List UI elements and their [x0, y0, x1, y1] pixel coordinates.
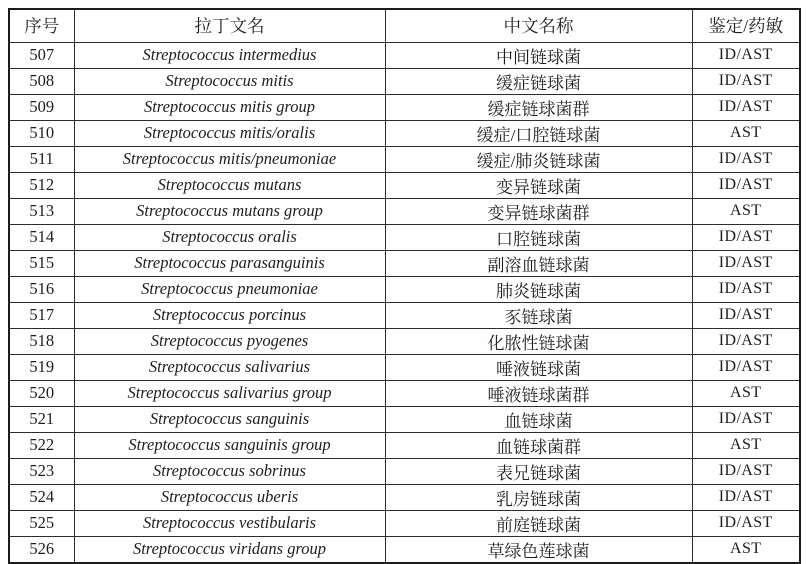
- cell-id-ast: ID/AST: [692, 94, 800, 120]
- cell-latin-name: Streptococcus sanguinis: [74, 406, 385, 432]
- cell-latin-name: Streptococcus mitis: [74, 68, 385, 94]
- cell-chinese-name: 口腔链球菌: [385, 224, 692, 250]
- cell-id-ast: ID/AST: [692, 42, 800, 68]
- cell-serial-number: 523: [9, 458, 74, 484]
- table-row: [9, 198, 800, 224]
- cell-serial-number: 508: [9, 68, 74, 94]
- cell-id-ast: ID/AST: [692, 250, 800, 276]
- cell-serial-number: 518: [9, 328, 74, 354]
- cell-serial-number: 526: [9, 536, 74, 563]
- table-row: [9, 68, 800, 94]
- table-row: [9, 302, 800, 328]
- cell-chinese-name: 变异链球菌群: [385, 198, 692, 224]
- cell-serial-number: 524: [9, 484, 74, 510]
- cell-id-ast: ID/AST: [692, 302, 800, 328]
- cell-latin-name: Streptococcus mutans group: [74, 198, 385, 224]
- table-row: [9, 42, 800, 68]
- cell-serial-number: 520: [9, 380, 74, 406]
- cell-id-ast: ID/AST: [692, 484, 800, 510]
- cell-id-ast: ID/AST: [692, 406, 800, 432]
- cell-id-ast: AST: [692, 536, 800, 563]
- cell-id-ast: ID/AST: [692, 328, 800, 354]
- cell-latin-name: Streptococcus intermedius: [74, 42, 385, 68]
- cell-serial-number: 519: [9, 354, 74, 380]
- cell-latin-name: Streptococcus sobrinus: [74, 458, 385, 484]
- cell-latin-name: Streptococcus salivarius group: [74, 380, 385, 406]
- table-row: [9, 146, 800, 172]
- cell-serial-number: 517: [9, 302, 74, 328]
- header-latin-name: 拉丁文名: [74, 9, 385, 42]
- cell-id-ast: ID/AST: [692, 458, 800, 484]
- table-row: [9, 94, 800, 120]
- cell-id-ast: ID/AST: [692, 146, 800, 172]
- table-row: [9, 250, 800, 276]
- cell-latin-name: Streptococcus mitis/oralis: [74, 120, 385, 146]
- organism-table: [8, 8, 801, 564]
- cell-id-ast: ID/AST: [692, 172, 800, 198]
- header-serial-number: 序号: [9, 9, 74, 42]
- cell-serial-number: 511: [9, 146, 74, 172]
- cell-id-ast: AST: [692, 120, 800, 146]
- cell-chinese-name: 缓症/口腔链球菌: [385, 120, 692, 146]
- table-row: [9, 120, 800, 146]
- table-body: [9, 42, 800, 563]
- table-row: [9, 432, 800, 458]
- cell-chinese-name: 乳房链球菌: [385, 484, 692, 510]
- table-row: [9, 510, 800, 536]
- table-row: [9, 224, 800, 250]
- cell-id-ast: ID/AST: [692, 354, 800, 380]
- cell-latin-name: Streptococcus sanguinis group: [74, 432, 385, 458]
- cell-serial-number: 510: [9, 120, 74, 146]
- cell-id-ast: ID/AST: [692, 68, 800, 94]
- cell-id-ast: ID/AST: [692, 510, 800, 536]
- cell-serial-number: 514: [9, 224, 74, 250]
- cell-latin-name: Streptococcus oralis: [74, 224, 385, 250]
- cell-chinese-name: 缓症链球菌: [385, 68, 692, 94]
- cell-chinese-name: 变异链球菌: [385, 172, 692, 198]
- cell-latin-name: Streptococcus mitis/pneumoniae: [74, 146, 385, 172]
- cell-serial-number: 516: [9, 276, 74, 302]
- cell-serial-number: 509: [9, 94, 74, 120]
- table-row: [9, 354, 800, 380]
- cell-latin-name: Streptococcus porcinus: [74, 302, 385, 328]
- cell-serial-number: 515: [9, 250, 74, 276]
- cell-latin-name: Streptococcus uberis: [74, 484, 385, 510]
- cell-chinese-name: 表兄链球菌: [385, 458, 692, 484]
- cell-latin-name: Streptococcus pyogenes: [74, 328, 385, 354]
- cell-latin-name: Streptococcus mitis group: [74, 94, 385, 120]
- header-id-ast: 鉴定/药敏: [692, 9, 800, 42]
- cell-latin-name: Streptococcus viridans group: [74, 536, 385, 563]
- cell-serial-number: 522: [9, 432, 74, 458]
- cell-latin-name: Streptococcus vestibularis: [74, 510, 385, 536]
- table-row: [9, 172, 800, 198]
- header-chinese-name: 中文名称: [385, 9, 692, 42]
- cell-chinese-name: 前庭链球菌: [385, 510, 692, 536]
- cell-latin-name: Streptococcus pneumoniae: [74, 276, 385, 302]
- cell-chinese-name: 草绿色莲球菌: [385, 536, 692, 563]
- cell-chinese-name: 血链球菌: [385, 406, 692, 432]
- table-row: [9, 406, 800, 432]
- table-row: [9, 458, 800, 484]
- table-row: [9, 328, 800, 354]
- cell-chinese-name: 副溶血链球菌: [385, 250, 692, 276]
- cell-chinese-name: 肺炎链球菌: [385, 276, 692, 302]
- cell-chinese-name: 唾液链球菌: [385, 354, 692, 380]
- cell-id-ast: AST: [692, 432, 800, 458]
- cell-id-ast: ID/AST: [692, 276, 800, 302]
- cell-latin-name: Streptococcus mutans: [74, 172, 385, 198]
- cell-chinese-name: 化脓性链球菌: [385, 328, 692, 354]
- cell-chinese-name: 血链球菌群: [385, 432, 692, 458]
- table-header-row: [9, 9, 800, 42]
- cell-id-ast: ID/AST: [692, 224, 800, 250]
- cell-latin-name: Streptococcus salivarius: [74, 354, 385, 380]
- cell-id-ast: AST: [692, 380, 800, 406]
- cell-serial-number: 507: [9, 42, 74, 68]
- table-row: [9, 484, 800, 510]
- cell-serial-number: 525: [9, 510, 74, 536]
- cell-latin-name: Streptococcus parasanguinis: [74, 250, 385, 276]
- table-row: [9, 276, 800, 302]
- cell-chinese-name: 中间链球菌: [385, 42, 692, 68]
- cell-id-ast: AST: [692, 198, 800, 224]
- cell-chinese-name: 缓症/肺炎链球菌: [385, 146, 692, 172]
- cell-chinese-name: 缓症链球菌群: [385, 94, 692, 120]
- table-row: [9, 536, 800, 563]
- cell-serial-number: 512: [9, 172, 74, 198]
- table-row: [9, 380, 800, 406]
- cell-serial-number: 521: [9, 406, 74, 432]
- cell-chinese-name: 唾液链球菌群: [385, 380, 692, 406]
- cell-chinese-name: 豕链球菌: [385, 302, 692, 328]
- cell-serial-number: 513: [9, 198, 74, 224]
